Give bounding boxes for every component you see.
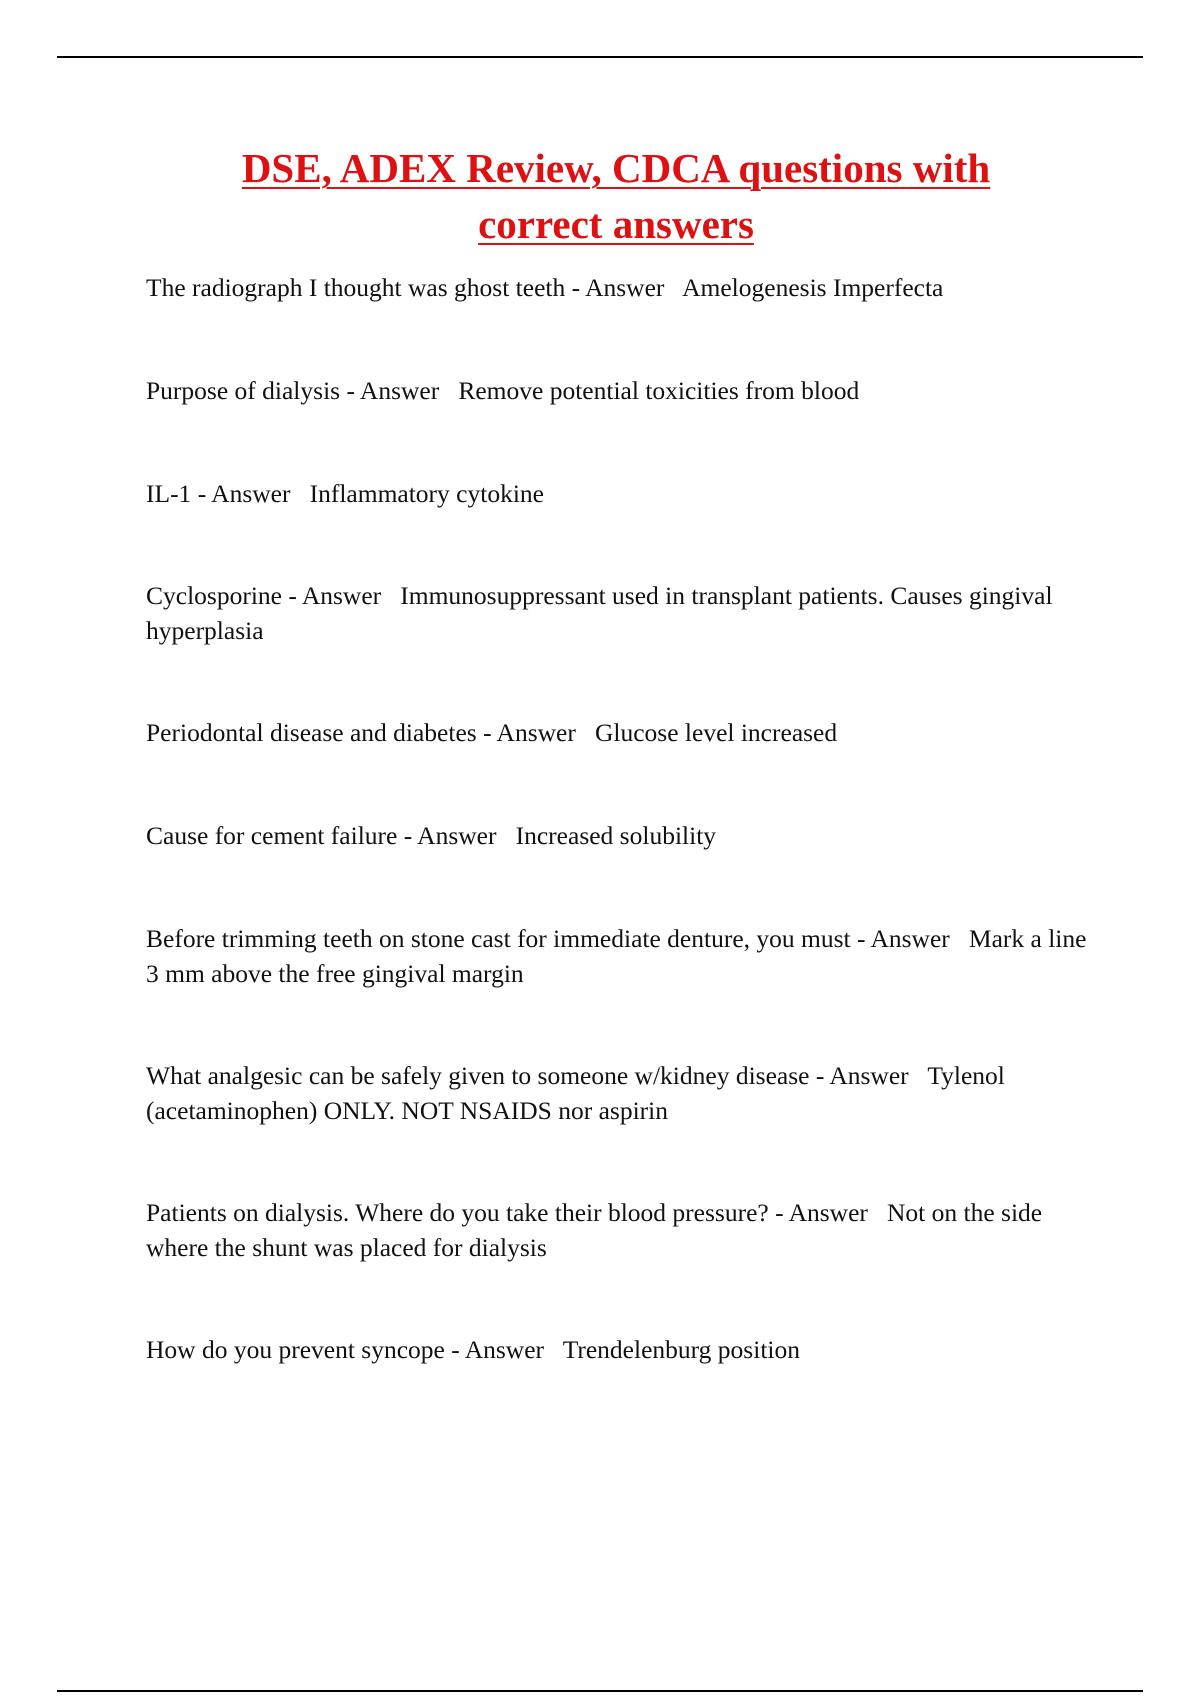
question-text: The radiograph I thought was ghost teeth (146, 273, 566, 302)
answer-separator: - Answer (444, 1335, 563, 1364)
bottom-rule (57, 1690, 1143, 1692)
answer-separator: - Answer (397, 821, 516, 850)
question-text: Cyclosporine (146, 581, 282, 610)
answer-text: Immunosuppressant used in transplant patients. Causes gingival hyperplasia (146, 581, 1053, 645)
qa-item (146, 921, 1096, 991)
title-line-2: correct answers (478, 201, 754, 247)
answer-separator: - Answer (191, 479, 310, 508)
answer-separator: - Answer (281, 581, 401, 610)
answer-text: Inflammatory cytokine (309, 479, 544, 508)
title-line-1: DSE, ADEX Review, CDCA questions with (241, 145, 991, 191)
answer-text: Trendelenburg position (562, 1335, 800, 1364)
answer-separator: - Answer (850, 924, 969, 953)
answer-separator: - Answer (340, 376, 459, 405)
answer-text: Mark a line 3 mm above the free gingival margin (146, 924, 1087, 988)
answer-separator: - Answer (809, 1061, 928, 1090)
answer-text: Amelogenesis Imperfecta (682, 273, 944, 302)
answer-text: Tylenol (acetaminophen) ONLY. NOT NSAIDS nor aspirin (146, 1061, 1005, 1125)
qa-item (146, 1332, 1096, 1367)
question-text: Before trimming teeth on stone cast for immediate denture, you must (146, 924, 851, 953)
qa-item (146, 818, 1096, 853)
question-text: IL-1 (146, 479, 192, 508)
question-text: Periodontal disease and diabetes (146, 718, 477, 747)
qa-item (146, 1058, 1096, 1128)
question-text: How do you prevent syncope (146, 1335, 445, 1364)
question-text: What analgesic can be safely given to someone w/kidney disease (146, 1061, 810, 1090)
qa-item (146, 578, 1096, 648)
answer-text: Not on the side where the shunt was placed for dialysis (146, 1198, 1043, 1262)
qa-item (146, 476, 1096, 511)
answer-text: Remove potential toxicities from blood (458, 376, 860, 405)
question-text: Patients on dialysis. Where do you take their blood pressure? (146, 1198, 769, 1227)
qa-item (146, 373, 1096, 408)
page-title (146, 140, 1086, 252)
question-text: Cause for cement failure (146, 821, 398, 850)
qa-item (146, 270, 1096, 305)
question-text: Purpose of dialysis (146, 376, 341, 405)
answer-separator: - Answer (565, 273, 683, 302)
top-rule (57, 56, 1143, 58)
answer-text: Glucose level increased (594, 718, 838, 747)
answer-separator: - Answer (476, 718, 595, 747)
answer-separator: - Answer (768, 1198, 888, 1227)
answer-text: Increased solubility (515, 821, 717, 850)
qa-item (146, 715, 1096, 750)
qa-item (146, 1195, 1096, 1265)
